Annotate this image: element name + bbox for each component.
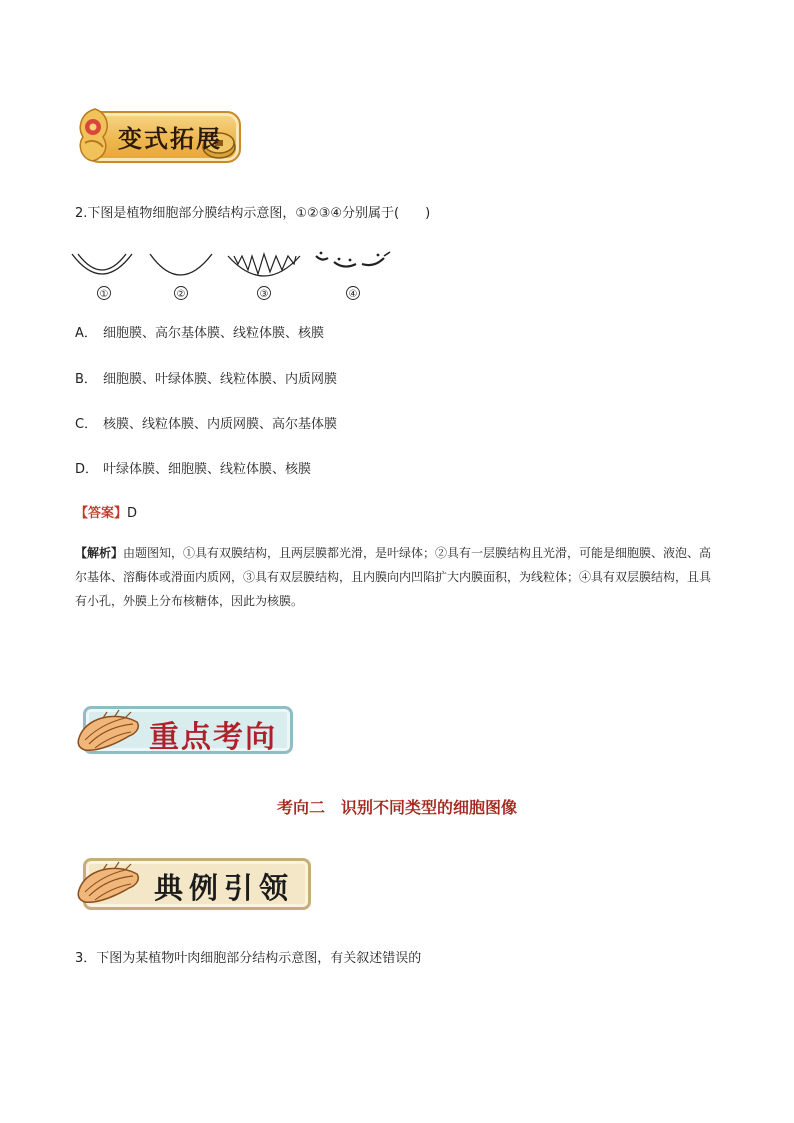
banner-label: 重点考向 bbox=[149, 720, 277, 755]
option-text: 细胞膜、叶绿体膜、线粒体膜、内质网膜 bbox=[103, 372, 338, 387]
question-2-stem: 2.下图是植物细胞部分膜结构示意图，①②③④分别属于( ) bbox=[75, 206, 431, 221]
banner-label: 典例引领 bbox=[153, 871, 294, 905]
option-key: B． bbox=[75, 372, 97, 387]
answer-line bbox=[75, 502, 137, 521]
answer-tag: 【答案】 bbox=[75, 506, 128, 521]
conch-shell-icon bbox=[75, 860, 145, 908]
option-a[interactable] bbox=[75, 322, 324, 341]
option-key: D． bbox=[75, 462, 99, 477]
banner-label: 变式拓展 bbox=[118, 124, 222, 153]
membrane-2-single-smooth bbox=[150, 254, 212, 275]
option-b[interactable] bbox=[75, 368, 337, 387]
question-3-stem: 3．下图为某植物叶肉细胞部分结构示意图，有关叙述错误的 bbox=[75, 951, 422, 966]
answer-value: D bbox=[127, 506, 138, 521]
banner-variant-expansion bbox=[75, 103, 237, 167]
conch-shell-icon bbox=[75, 708, 145, 756]
membrane-3-cristae bbox=[228, 254, 300, 276]
membrane-1-double-smooth bbox=[72, 254, 132, 274]
banner-typical-example bbox=[75, 856, 311, 912]
analysis-tag: 【解析】 bbox=[75, 546, 124, 560]
option-d[interactable] bbox=[75, 458, 311, 477]
option-c[interactable] bbox=[75, 413, 337, 432]
figure-label-3: ③ bbox=[259, 289, 269, 300]
option-key: A． bbox=[75, 326, 97, 341]
option-key: C． bbox=[75, 417, 98, 432]
analysis-text: 由题图知，①具有双膜结构，且两层膜都光滑，是叶绿体；②具有一层膜结构且光滑，可能是细胞膜、液泡、高尔基体、溶酶体或滑面内质网，③具有双层膜结构，且内膜向内凹陷扩大内膜面积，为线粒体；④具有双层膜结构，且具有小孔，外膜上分布核糖体，因此为核膜。 bbox=[75, 546, 712, 608]
option-text: 叶绿体膜、细胞膜、线粒体膜、核膜 bbox=[103, 462, 312, 477]
flower-decoration-icon bbox=[75, 107, 115, 163]
figure-label-1: ① bbox=[99, 289, 109, 300]
figure-label-4: ④ bbox=[348, 289, 358, 300]
banner-key-direction bbox=[75, 704, 293, 756]
figure-label-2: ② bbox=[176, 289, 186, 300]
section-title: 考向二 识别不同类型的细胞图像 bbox=[276, 798, 517, 817]
option-text: 细胞膜、高尔基体膜、线粒体膜、核膜 bbox=[103, 326, 325, 341]
analysis-paragraph bbox=[75, 541, 721, 613]
membrane-structures-figure bbox=[66, 244, 406, 306]
membrane-4-nuclear-envelope bbox=[316, 252, 390, 267]
option-text: 核膜、线粒体膜、内质网膜、高尔基体膜 bbox=[103, 417, 338, 432]
